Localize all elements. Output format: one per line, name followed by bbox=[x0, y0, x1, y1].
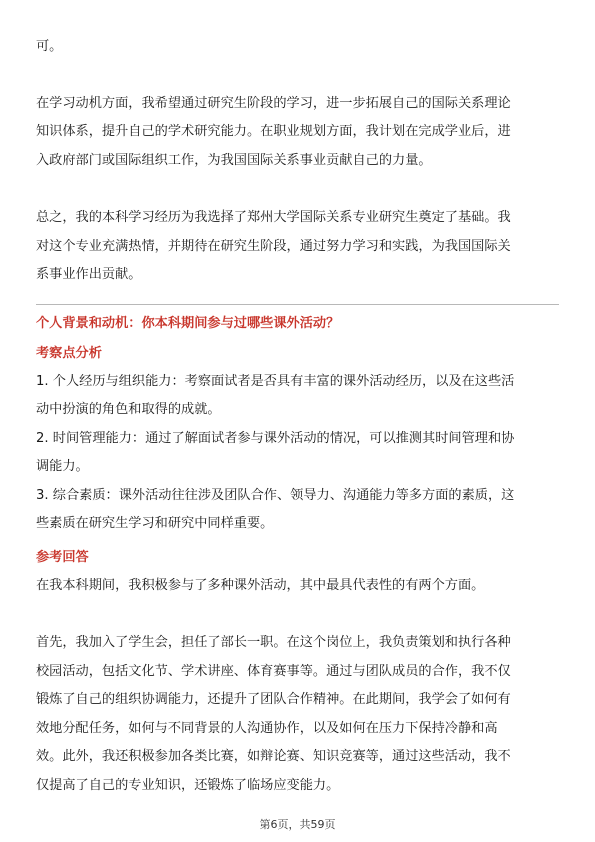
paragraph-line: 在学习动机方面，我希望通过研究生阶段的学习，进一步拓展自己的国际关系理论 bbox=[36, 96, 511, 111]
analysis-line: 动中扮演的角色和取得的成就。 bbox=[36, 402, 221, 417]
analysis-line: 3. 综合素质：课外活动往往涉及团队合作、领导力、沟通能力等多方面的素质，这 bbox=[36, 488, 515, 503]
answer-line: 锻炼了自己的组织协调能力，还提升了团队合作精神。在此期间，我学会了如何有 bbox=[36, 692, 511, 707]
page-number: 第6页，共59页 bbox=[259, 818, 336, 831]
section-divider bbox=[36, 304, 559, 305]
paragraph-line: 总之，我的本科学习经历为我选择了郑州大学国际关系专业研究生奠定了基础。我 bbox=[36, 210, 511, 225]
answer-line: 在我本科期间，我积极参与了多种课外活动，其中最具代表性的有两个方面。 bbox=[36, 578, 485, 593]
analysis-line: 些素质在研究生学习和研究中同样重要。 bbox=[36, 516, 274, 531]
paragraph-line: 知识体系，提升自己的学术研究能力。在职业规划方面，我计划在完成学业后，进 bbox=[36, 124, 511, 139]
answer-line: 校园活动，包括文化节、学术讲座、体育赛事等。通过与团队成员的合作，我不仅 bbox=[36, 664, 511, 679]
paragraph-line: 系事业作出贡献。 bbox=[36, 267, 142, 282]
paragraph-line: 对这个专业充满热情，并期待在研究生阶段，通过努力学习和实践，为我国国际关 bbox=[36, 239, 511, 254]
question-title: 个人背景和动机：你本科期间参与过哪些课外活动？ bbox=[36, 316, 340, 331]
paragraph-line: 可。 bbox=[36, 39, 63, 54]
answer-line: 效地分配任务，如何与不同背景的人沟通协作，以及如何在压力下保持冷静和高 bbox=[36, 721, 498, 736]
answer-line: 效。此外，我还积极参加各类比赛，如辩论赛、知识竞赛等，通过这些活动，我不 bbox=[36, 749, 511, 764]
analysis-heading: 考察点分析 bbox=[36, 346, 102, 361]
analysis-line: 2. 时间管理能力：通过了解面试者参与课外活动的情况，可以推测其时间管理和协 bbox=[36, 431, 515, 446]
answer-line: 首先，我加入了学生会，担任了部长一职。在这个岗位上，我负责策划和执行各种 bbox=[36, 635, 511, 650]
answer-heading: 参考回答 bbox=[36, 550, 89, 565]
answer-line: 仅提高了自己的专业知识，还锻炼了临场应变能力。 bbox=[36, 778, 340, 793]
paragraph-line: 入政府部门或国际组织工作，为我国国际关系事业贡献自己的力量。 bbox=[36, 153, 432, 168]
analysis-line: 1. 个人经历与组织能力：考察面试者是否具有丰富的课外活动经历，以及在这些活 bbox=[36, 374, 515, 389]
analysis-line: 调能力。 bbox=[36, 459, 89, 474]
